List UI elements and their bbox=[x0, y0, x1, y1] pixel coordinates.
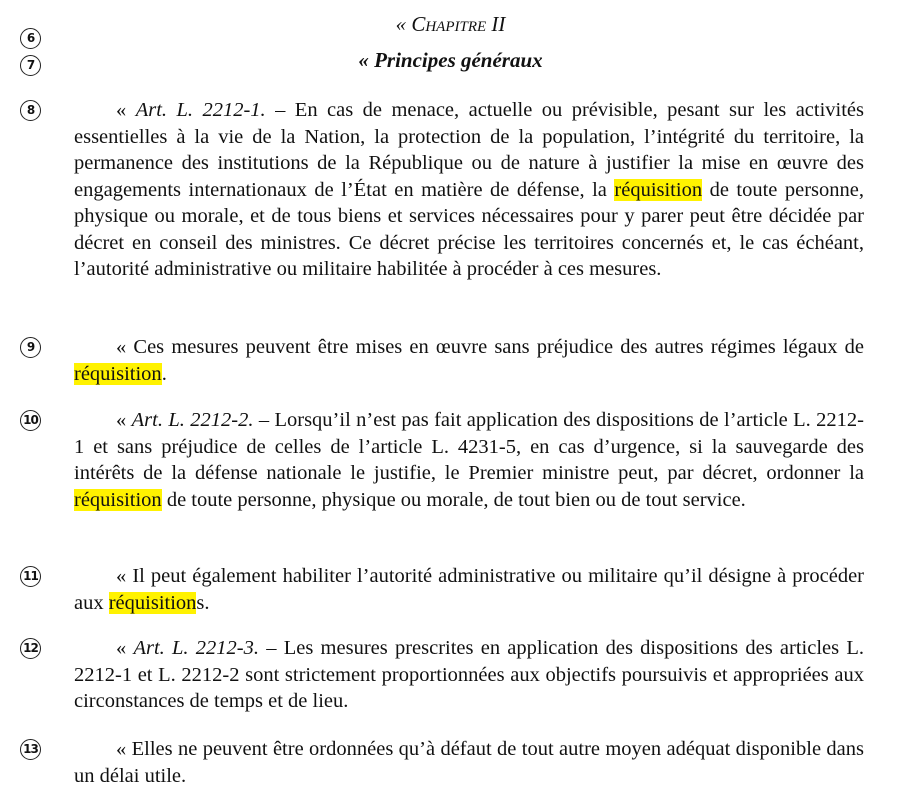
paragraph-marker-9: 9 bbox=[20, 337, 41, 358]
search-highlight: réquisition bbox=[108, 591, 197, 614]
paragraph-marker-11: 11 bbox=[20, 566, 41, 587]
quote-mark: « bbox=[116, 409, 132, 431]
paragraph-11 bbox=[74, 563, 864, 616]
chapter-quote: « bbox=[395, 12, 412, 36]
paragraph-text: – En cas de menace, actuelle ou prévisible, pesant sur les activités essentielles à la vie de la Nation, la protection de la population, l’intégrité du territoire, la permanence des institutions de la République ou de nature à justifier la mise en œuvre des engagements internationaux de l’État en matière de défense, la bbox=[74, 99, 864, 201]
article-reference: Art. L. 2212-1. bbox=[135, 99, 266, 121]
paragraph-article-l2212-2 bbox=[74, 407, 864, 513]
search-highlight: réquisition bbox=[614, 178, 703, 201]
paragraph-9 bbox=[74, 334, 864, 387]
paragraph-text: de toute personne, physique ou morale, de tout bien ou de tout service. bbox=[161, 488, 746, 511]
paragraph-marker-12: 12 bbox=[20, 638, 41, 659]
paragraph-article-l2212-3 bbox=[74, 635, 864, 715]
chapter-label: Chapitre II bbox=[411, 12, 506, 36]
paragraph-text: « Ces mesures peuvent être mises en œuvre sans préjudice des autres régimes légaux de bbox=[116, 336, 864, 358]
paragraph-marker-13: 13 bbox=[20, 739, 41, 760]
paragraph-text: . bbox=[161, 362, 167, 385]
paragraph-text: de toute personne, physique ou morale, et de tous biens et services nécessaires pour y parer peut être décidée par décret en conseil des ministres. Ce décret précise les territoires concernés et, le cas échéant, l’autorité administrative ou militaire habilitée à procéder à ces mesures. bbox=[74, 178, 865, 280]
article-reference: Art. L. 2212-3. bbox=[133, 637, 259, 659]
paragraph-text: – Les mesures prescrites en application des dispositions des articles L. 2212-1 et L. 2212-2 sont strictement proportionnées aux objectifs poursuivis et appropriées aux circonstances de temps et de lieu. bbox=[74, 637, 864, 712]
search-highlight: réquisition bbox=[74, 362, 162, 385]
search-highlight: réquisition bbox=[74, 488, 162, 511]
paragraph-text: « Il peut également habiliter l’autorité administrative ou militaire qu’il désigne à procéder aux bbox=[74, 565, 864, 614]
paragraph-text: – Lorsqu’il n’est pas fait application des dispositions de l’article L. 2212-1 et sans préjudice de celles de l’article L. 4231-5, en cas d’urgence, si la sauvegarde des intérêts de la défense nationale le justifie, le Premier ministre peut, par décret, ordonner la bbox=[74, 409, 864, 484]
paragraph-article-l2212-1 bbox=[74, 97, 864, 283]
article-reference: Art. L. 2212-2. bbox=[131, 409, 254, 431]
paragraph-marker-6: 6 bbox=[20, 28, 41, 49]
paragraph-marker-10: 10 bbox=[20, 410, 41, 431]
paragraph-text: s. bbox=[196, 591, 210, 614]
section-title: « Principes généraux bbox=[358, 48, 543, 72]
paragraph-marker-7: 7 bbox=[20, 55, 41, 76]
chapter-heading bbox=[0, 12, 901, 37]
quote-mark: « bbox=[116, 637, 134, 659]
quote-mark: « bbox=[116, 99, 136, 121]
paragraph-text: « Elles ne peuvent être ordonnées qu’à défaut de tout autre moyen adéquat disponible dans un délai utile. bbox=[74, 738, 864, 787]
paragraph-13 bbox=[74, 736, 864, 789]
paragraph-marker-8: 8 bbox=[20, 100, 41, 121]
